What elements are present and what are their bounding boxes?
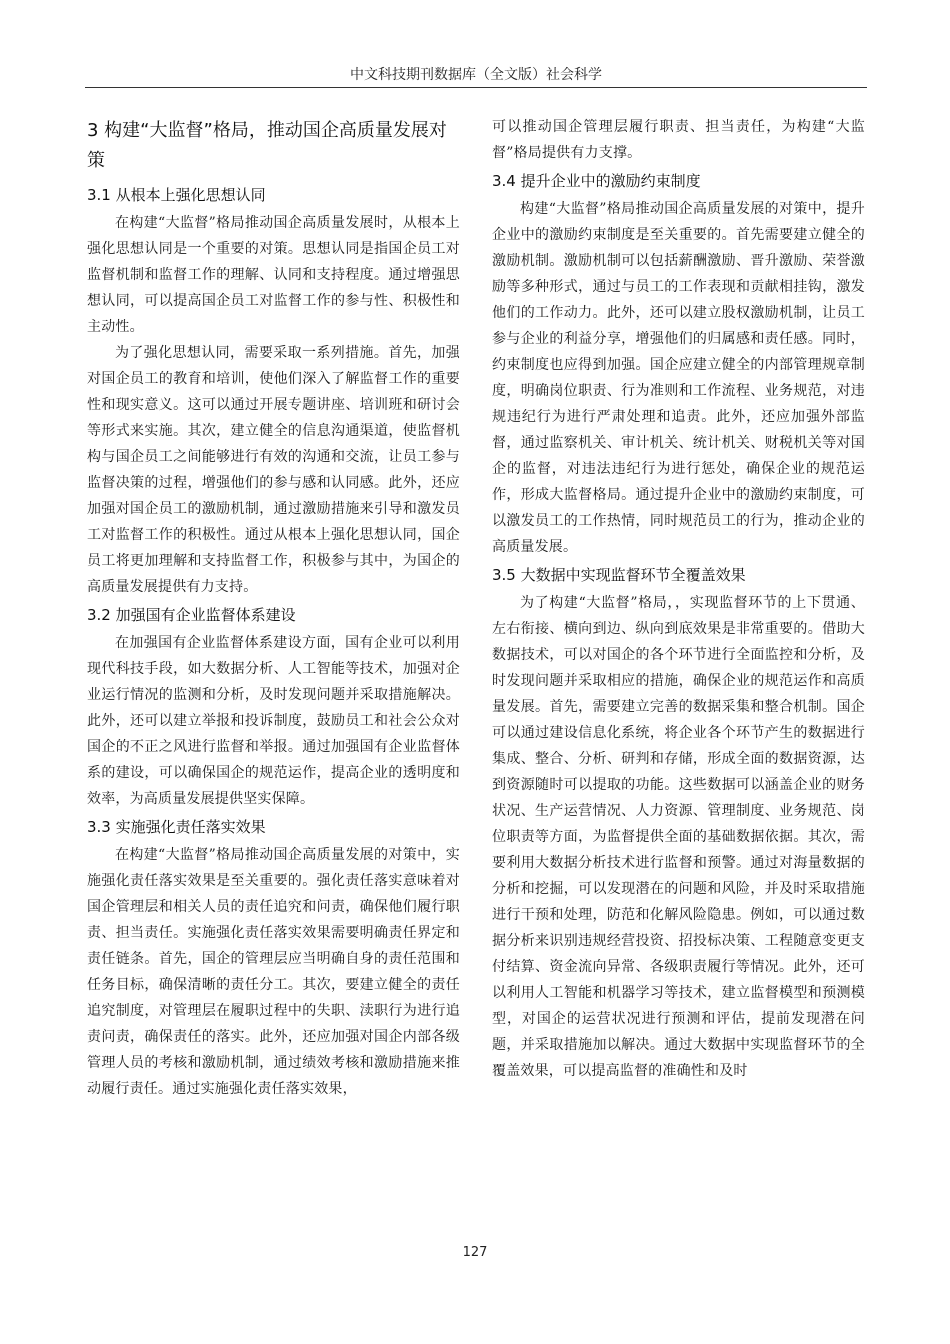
- paragraph: 在构建“大监督”格局推动国企高质量发展时，从根本上强化思想认同是一个重要的对策。思想认同是指国企员工对监督机制和监督工作的理解、认同和支持程度。通过增强思想认同，可以提高国企员工对监督工作的参与性、积极性和主动性。: [87, 215, 460, 335]
- left-column: [87, 114, 460, 1102]
- page-number: 127: [462, 1245, 488, 1260]
- paragraph: 构建“大监督”格局推动国企高质量发展的对策中，提升企业中的激励约束制度是至关重要的。首先需要建立健全的激励机制。激励机制可以包括薪酬激励、晋升激励、荣誉激励等多种形式，通过与员工的工作表现和贡献相挂钩，激发他们的工作动力。此外，还可以建立股权激励机制，让员工参与企业的利益分享，增强他们的归属感和责任感。同时，约束制度也应得到加强。国企应建立健全的内部管理规章制度，明确岗位职责、行为准则和工作流程、业务规范，对违规违纪行为进行严肃处理和追责。此外，还应加强外部监督，通过监察机关、审计机关、统计机关、财税机关等对国企的监督，对违法违纪行为进行惩处，确保企业的规范运作，形成大监督格局。通过提升企业中的激励约束制度，可以激发员工的工作热情，同时规范员工的行为，推动企业的高质量发展。: [492, 201, 865, 555]
- paragraph-continued: 可以推动国企管理层履行职责、担当责任，为构建“大监督”格局提供有力支撑。: [492, 119, 865, 161]
- right-column: [492, 114, 865, 1084]
- paragraph: 为了强化思想认同，需要采取一系列措施。首先，加强对国企员工的教育和培训，使他们深入了解监督工作的重要性和现实意义。这可以通过开展专题讲座、培训班和研讨会等形式来实施。其次，建立健全的信息沟通渠道，使监督机构与国企员工之间能够进行有效的沟通和交流，让员工参与监督决策的过程，增强他们的参与感和认同感。此外，还应加强对国企员工的激励机制，通过激励措施来引导和激发员工对监督工作的积极性。通过从根本上强化思想认同，国企员工将更加理解和支持监督工作，积极参与其中，为国企的高质量发展提供有力支持。: [87, 345, 460, 595]
- paragraph: 为了构建“大监督”格局，，实现监督环节的上下贯通、左右衔接、横向到边、纵向到底效果是非常重要的。借助大数据技术，可以对国企的各个环节进行全面监控和分析，及时发现问题并采取相应的措施，确保企业的规范运作和高质量发展。首先，需要建立完善的数据采集和整合机制。国企可以通过建设信息化系统，将企业各个环节产生的数据进行集成、整合、分析、研判和存储，形成全面的数据资源，达到资源随时可以提取的功能。这些数据可以涵盖企业的财务状况、生产运营情况、人力资源、管理制度、业务规范、岗位职责等方面，为监督提供全面的基础数据依据。其次，需要利用大数据分析技术进行监督和预警。通过对海量数据的分析和挖掘，可以发现潜在的问题和风险，并及时采取措施进行干预和处理，防范和化解风险隐患。例如，可以通过数据分析来识别违规经营投资、招投标决策、工程随意变更支付结算、资金流向异常、各级职责履行等情况。此外，还可以利用人工智能和机器学习等技术，建立监督模型和预测模型，对国企的运营状况进行预测和评估，提前发现潜在问题，并采取措施加以解决。通过大数据中实现监督环节的全覆盖效果，可以提高监督的准确性和及时: [492, 595, 865, 1079]
- section-3-2-title: 3.2 加强国有企业监督体系建设: [87, 606, 296, 624]
- section-3-title: 3 构建“大监督”格局，推动国企高质量发展对策: [87, 120, 447, 171]
- section-3-4-title: 3.4 提升企业中的激励约束制度: [492, 172, 701, 190]
- section-3-5-title: 3.5 大数据中实现监督环节全覆盖效果: [492, 566, 746, 584]
- section-3-1-title: 3.1 从根本上强化思想认同: [87, 186, 266, 204]
- journal-header: 中文科技期刊数据库（全文版）社会科学: [350, 67, 602, 83]
- paragraph: 在构建“大监督”格局推动国企高质量发展的对策中，实施强化责任落实效果是至关重要的。强化责任落实意味着对国企管理层和相关人员的责任追究和问责，确保他们履行职责、担当责任。实施强化责任落实效果需要明确责任界定和责任链条。首先，国企的管理层应当明确自身的责任范围和任务目标，确保清晰的责任分工。其次，要建立健全的责任追究制度，对管理层在履职过程中的失职、渎职行为进行追责问责，确保责任的落实。此外，还应加强对国企内部各级管理人员的考核和激励机制，通过绩效考核和激励措施来推动履行责任。通过实施强化责任落实效果，: [87, 847, 460, 1097]
- section-3-3-title: 3.3 实施强化责任落实效果: [87, 818, 266, 836]
- header-divider: [85, 87, 867, 88]
- paragraph: 在加强国有企业监督体系建设方面，国有企业可以利用现代科技手段，如大数据分析、人工智能等技术，加强对企业运行情况的监测和分析，及时发现问题并采取措施解决。此外，还可以建立举报和投诉制度，鼓励员工和社会公众对国企的不正之风进行监督和举报。通过加强国有企业监督体系的建设，可以确保国企的规范运作，提高企业的透明度和效率，为高质量发展提供坚实保障。: [87, 635, 460, 807]
